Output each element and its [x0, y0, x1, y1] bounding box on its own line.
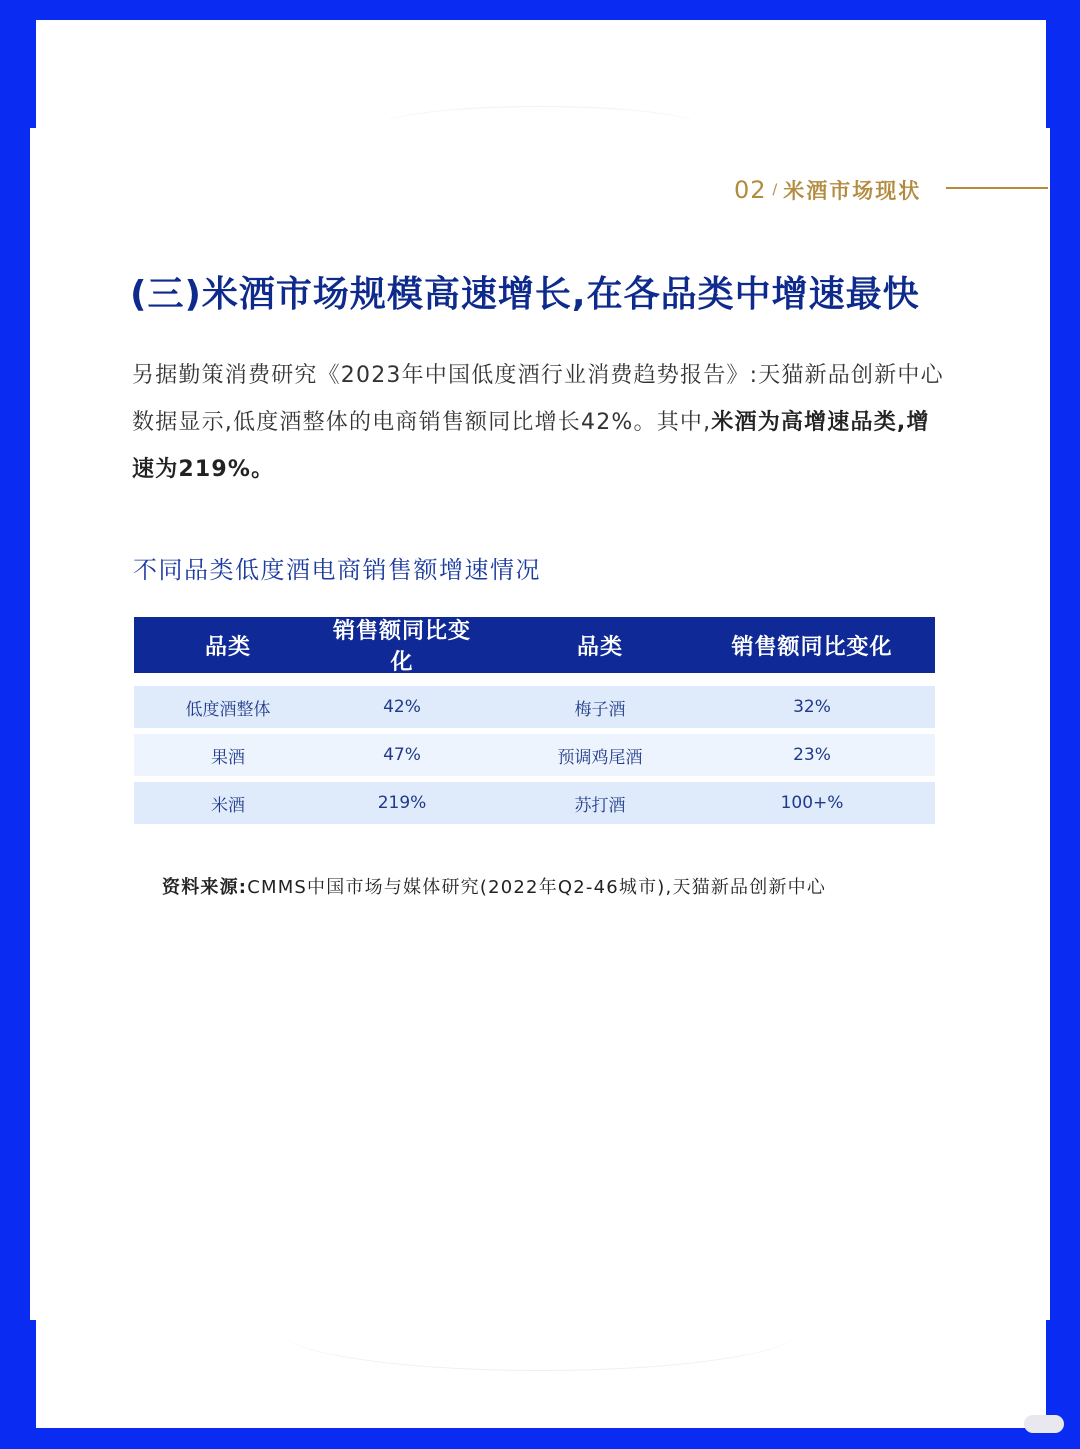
table-cell: 47%: [383, 745, 421, 765]
section-number: 02: [734, 176, 767, 204]
table-cell: 219%: [377, 793, 427, 813]
section-slash: /: [772, 182, 778, 198]
header-category-2: 品类: [576, 634, 623, 660]
paragraph-emphasis: 米酒为高增速品类,增速为219%。: [132, 410, 930, 482]
decorative-arc-top: [380, 106, 700, 147]
source-label: 资料来源:: [162, 877, 248, 898]
table-row: [134, 782, 935, 824]
section-divider-line: [946, 187, 1048, 189]
platform-watermark: [1024, 1415, 1064, 1433]
table-cell: 100+%: [780, 793, 844, 813]
table-row: [134, 734, 935, 776]
section-name: 米酒市场现状: [783, 179, 922, 203]
header-change-1: 销售额同比变化: [332, 619, 471, 675]
table-row: [134, 686, 935, 728]
table-cell: 23%: [793, 745, 831, 765]
table-cell: 米酒: [211, 795, 245, 816]
table-cell: 42%: [383, 697, 421, 717]
table-cell: 32%: [793, 697, 831, 717]
header-category-1: 品类: [204, 634, 251, 660]
section-tag: [734, 176, 921, 204]
table-cell: 苏打酒: [574, 795, 626, 816]
growth-table: [134, 617, 935, 824]
page-edge-right: [1044, 128, 1050, 1320]
page-heading: (三)米酒市场规模高速增长,在各品类中增速最快: [130, 274, 920, 315]
table-cell: 低度酒整体: [185, 699, 271, 720]
body-paragraph: [132, 352, 944, 493]
table-cell: 梅子酒: [574, 699, 626, 720]
table-header: [134, 617, 935, 673]
source-note: [162, 873, 922, 899]
table-cell: 预调鸡尾酒: [557, 747, 643, 768]
page-edge-left: [30, 128, 38, 1320]
paragraph-text: 另据勤策消费研究《2023年中国低度酒行业消费趋势报告》:天猫新品创新中心数据显示,低度酒整体的电商销售额同比增长42%。其中,: [132, 363, 944, 435]
source-text: CMMS中国市场与媒体研究(2022年Q2-46城市),天猫新品创新中心: [247, 877, 827, 898]
table-title: 不同品类低度酒电商销售额增速情况: [133, 556, 541, 584]
table-cell: 果酒: [211, 747, 245, 768]
decorative-arc-bottom: [280, 1290, 800, 1371]
header-change-2: 销售额同比变化: [731, 634, 893, 660]
